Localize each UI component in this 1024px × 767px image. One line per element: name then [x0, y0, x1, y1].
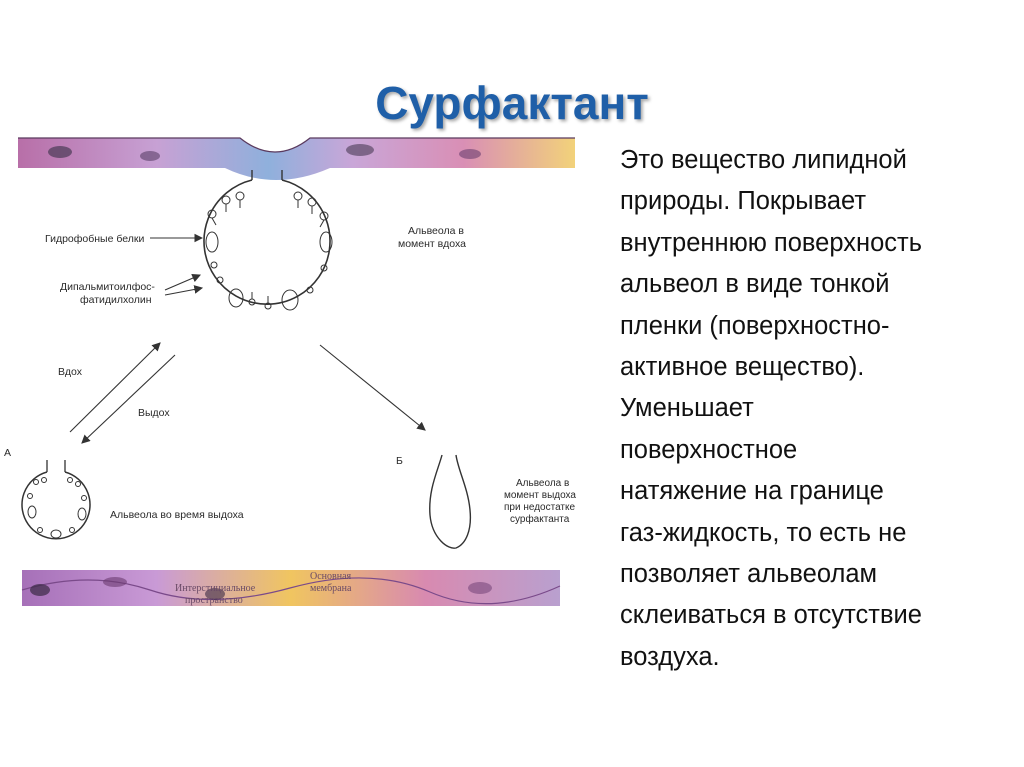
- body-line: активное вещество).: [620, 353, 865, 382]
- label-alveola-inhale-2: момент вдоха: [398, 238, 466, 250]
- surfactant-diagram: [0, 130, 600, 610]
- slide-title: Сурфактант: [375, 77, 649, 129]
- alveolus-inhale: [204, 170, 332, 310]
- label-basement-1: Основная: [310, 571, 352, 582]
- body-line: воздуха.: [620, 642, 720, 671]
- body-line: внутреннюю поверхность: [620, 228, 922, 257]
- alveolus-exhale: [22, 460, 90, 539]
- label-interstitial-1: Интерстициальное: [175, 583, 256, 594]
- label-deficit-4: сурфактанта: [510, 514, 570, 525]
- top-tissue-band: [18, 138, 575, 180]
- body-line: натяжение на границе: [620, 477, 884, 506]
- label-deficit-3: при недостатке: [504, 502, 576, 513]
- body-line: поверхностное: [620, 435, 798, 464]
- label-deficit-2: момент выдоха: [504, 490, 576, 501]
- surfactant-diagram-svg: [0, 130, 600, 610]
- body-line: Уменьшает: [620, 394, 754, 423]
- label-inhale: Вдох: [58, 366, 82, 378]
- label-letter-a: А: [4, 447, 12, 459]
- body-line: Это вещество липидной: [620, 146, 907, 174]
- body-text: [620, 140, 1010, 678]
- body-line: склеиваться в отсутствие: [620, 601, 922, 630]
- body-line: природы. Покрывает: [620, 187, 867, 216]
- label-exhale: Выдох: [138, 407, 170, 419]
- label-letter-b: Б: [396, 455, 403, 467]
- label-interstitial-2: пространство: [185, 595, 243, 606]
- label-alveola-inhale-1: Альвеола в: [408, 225, 464, 237]
- body-line: альвеол в виде тонкой: [620, 270, 890, 299]
- label-dppc-1: Дипальмитоилфос-: [60, 281, 155, 293]
- label-basement-2: мембрана: [310, 583, 352, 594]
- label-hydrophobic-proteins: Гидрофобные белки: [45, 233, 145, 245]
- body-line: газ-жидкость, то есть не: [620, 518, 907, 547]
- body-line: пленки (поверхностно-: [620, 311, 890, 340]
- label-deficit-1: Альвеола в: [516, 478, 570, 489]
- label-dppc-2: фатидилхолин: [80, 294, 152, 306]
- body-line: позволяет альвеолам: [620, 560, 878, 589]
- alveolus-collapsed: [430, 455, 471, 548]
- label-alveola-exhale: Альвеола во время выдоха: [110, 509, 244, 521]
- bottom-tissue-band: [22, 570, 560, 606]
